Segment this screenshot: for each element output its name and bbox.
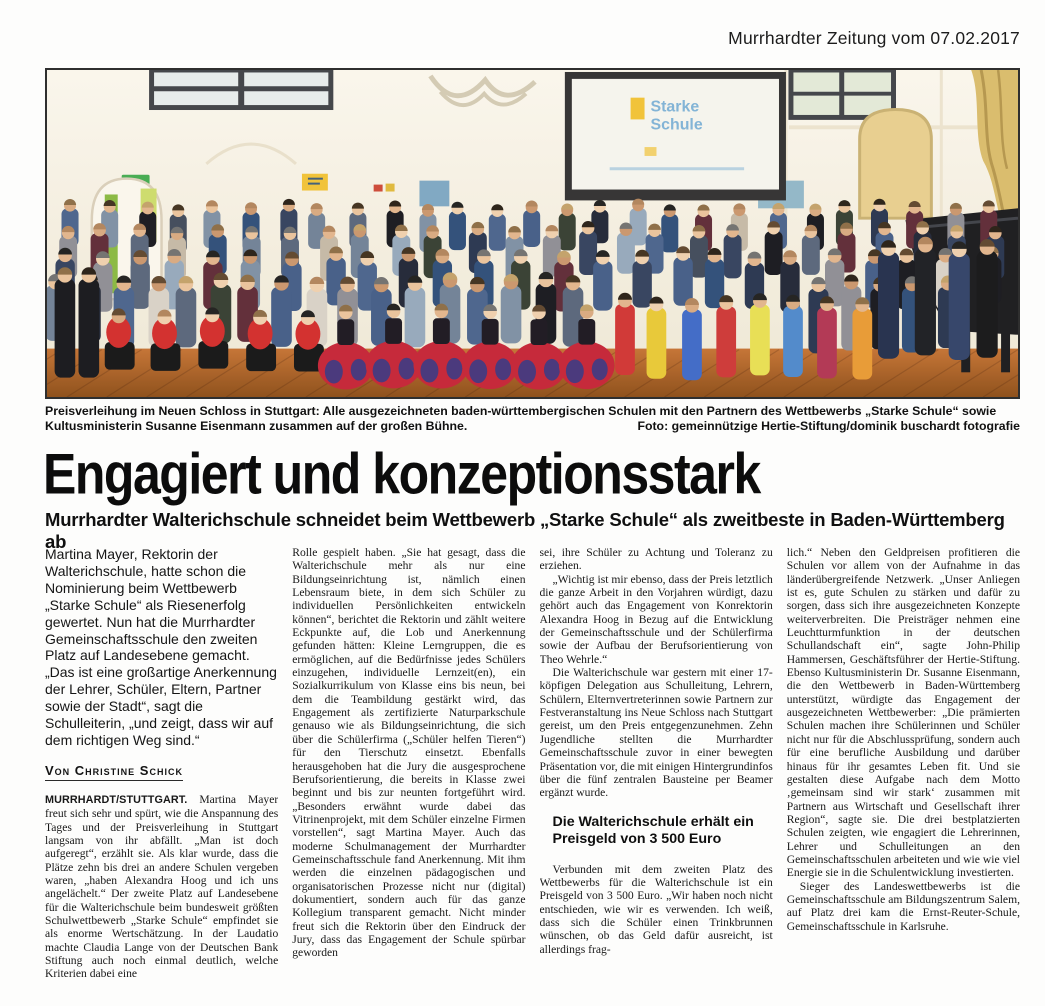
lead-paragraph: Martina Mayer, Rektorin der Walterichschule, hatte schon die Nominierung beim Wettbewerb „Starke Schule“ als Riesenerfolg gewertet. Nun hat die Murrhardter Gemeinschaftsschule den zweiten Platz auf Landesebene gemacht. „Das ist eine großartige Anerkennung der Lehrer, Schüler, Eltern, Partner sowie der Stadt“, sagt die Schulleiterin, „und zeigt, dass wir auf dem richtigen Weg sind.“ <box>45 546 277 748</box>
article-paragraph: sei, ihre Schüler zu Achtung und Toleranz zu erziehen. <box>539 546 773 573</box>
byline: Von Christine Schick <box>45 763 183 781</box>
column-4 <box>787 546 1020 998</box>
photo-caption-block <box>45 404 1020 434</box>
column-1 <box>45 546 278 998</box>
article-paragraph: Rolle gespielt haben. „Sie hat gesagt, dass die Walterichschule mehr als nur eine Bildungseinrichtung ist, nämlich einen Lebensraum biete, in dem sich Schüler zu individuellen Persönlichkeiten entwickeln können“, berichtet die Rektorin und zählt weitere Eckpunkte auf, die Lob und Anerkennung gefunden hätten: Kleine Lerngruppen, die es ermöglichen, auf die Bedürfnisse jedes Schülers einzugehen, individuelle Lernzeit(en), ein Sozialkurrikulum von Klasse eins bis neun, bei dem die Teambildung gestärkt wird, das Engagement als zertifizierte Naturparkschule genauso wie als Bildungseinrichtung, die sich über die Schülerfirma („Schüler helfen Tieren“) für den Tierschutz einsetzt. Ebenfalls herausgehoben hat die Jury die ausgesprochene Berufsorientierung, die bereits in Klasse zwei beginnt und bis zur neunten fortgeführt wird. „Besonders erwähnt wurde dabei das Vitrinenprojekt, mit dem Schüler einzelne Firmen vorstellen“, sagt Martina Mayer. Auch das moderne Schulmanagement der Murrhardter Gemeinschaftsschule fand Anerkennung. Mit ihm werden die einzelnen pädagogischen und organisatorischen Prozesse nicht nur (digital) dokumentiert, sondern auch für das ganze Kollegium transparent gemacht. Nicht minder freut sich die Rektorin über den Eindruck der Jury, dass das Engagement der Schule spürbar geworden <box>292 546 526 960</box>
article-paragraph: Verbunden mit dem zweiten Platz des Wettbewerbs für die Walterichschule ist ein Preisgeld von 3 500 Euro. „Wir haben noch nicht entschieden, wie wir es verwenden. Ich weiß, dass sich die Schüler einen Trinkbrunnen wünschen, ob das Geld dafür ausreicht, ist allerdings frag- <box>539 862 773 956</box>
article-paragraph: lich.“ Neben den Geldpreisen profitieren die Schulen vor allem von der Aufnahme in das länderübergreifende Netzwerk. „Unser Anliegen ist es, gute Schulen zu stärken und dafür zu sorgen, dass sich ihre ausgezeichneten Konzepte weiterverbreiten. Die Preisträger nehmen eine Leuchtturmfunktion in der deutschen Schullandschaft ein“, sagte John-Philip Hammersen, Geschäftsführer der Hertie-Stiftung. Ebenso Kultusministerin Dr. Susanne Eisenmann, die den Wettbewerb in Baden-Württemberg unterstützt, würdigte das Engagement der ausgezeichneten Wettbewerber: „Die prämierten Schulen machen ihre Schülerinnen und Schüler nicht nur für die Abschlussprüfung, sondern auch für eine berufliche Ausbildung und darüber hinaus für ihr gesamtes Leben fit. Und sie gestalten diese Aufgabe nach dem Motto ‚gemeinsam sind wir stark‘ zusammen mit Partnern aus Wirtschaft und Gesellschaft ihrer Region“, sagte sie. Die drei bestplatzierten Schulen zeigten, wie engagiert die Lehrerinnen, Lehrer und Schulleitungen an den Gemeinschaftsschulen arbeiteten und wie wie viel Energie sie in die Schulentwicklung investierten. <box>786 546 1020 880</box>
article-paragraph <box>45 793 278 981</box>
column-3 <box>540 546 773 998</box>
dateline: MURRHARDT/STUTTGART. <box>45 793 188 806</box>
photo-credit: Foto: gemeinnützige Hertie-Stiftung/dominik buschardt fotografie <box>637 418 1020 433</box>
photo-caption: Preisverleihung im Neuen Schloss in Stuttgart: Alle ausgezeichneten baden-württembergischen Schulen mit den Partnern des Wettbewerbs „Starke Schule“ sowie Kultusministerin Susanne Eisenmann zusammen auf der großen Bühne. <box>45 404 997 433</box>
screen-title-line1: Starke <box>650 98 700 116</box>
paragraph-text: Martina Mayer freut sich sehr und spürt, wie die Anspannung des Tages und der Preisverleihung in Stuttgart langsam von ihr abfällt. „Man ist doch aufgeregt“, erzählt sie. Als klar wurde, dass die Plätze zehn bis drei an andere Schulen vergeben waren, „haben Alexandra Hoog und ich uns angelächelt.“ Der zweite Platz auf Landesebene für die Walterichschule beim bundesweit größten Schulwettbewerb „Starke Schule“ empfindet sie als enorme Wertschätzung. In der Laudatio machte Claudia Lange von der Deutschen Bank Stiftung auch noch einmal deutlich, welche Kriterien dabei eine <box>45 792 279 981</box>
masthead: Murrhardter Zeitung vom 07.02.2017 <box>728 28 1020 48</box>
article-body <box>45 546 1020 998</box>
screen-title-line2: Schule <box>650 116 703 134</box>
column-2 <box>292 546 525 998</box>
article-paragraph: „Wichtig ist mir ebenso, dass der Preis letztlich die ganze Arbeit in den Vorjahren würdigt, dazu gehört auch das Engagement von Konrektorin Alexandra Hoog in Bezug auf die Entwicklung der Gemeinschaftsschule und der Schülerfirma sowie der Aufbau der Berufsorientierung von Theo Wehrle.“ <box>539 572 773 666</box>
subheadline: Murrhardter Walterichschule schneidet beim Wettbewerb „Starke Schule“ als zweitbeste in Baden-Württemberg ab <box>45 509 1005 552</box>
headline: Engagiert und konzeptionsstark <box>43 442 760 506</box>
article-paragraph: Die Walterichschule war gestern mit einer 17-köpfigen Delegation aus Schulleitung, Lehrern, Schülern, Elternvertreterinnen sowie Partnern zur Festveranstaltung ins Neue Schloss nach Stuttgart gereist, um den Preis entgegenzunehmen. Zehn Jugendliche stellten die Murrhardter Gemeinschaftsschule zuvor in einer bewegten Präsentation vor, die mit einigen Hintergrundinfos über die fünf zentralen Bausteine per Beamer ergänzt wurde. <box>539 666 773 800</box>
photo-illustration <box>47 70 1018 397</box>
crosshead: Die Walterichschule erhält ein Preisgeld von 3 500 Euro <box>552 813 754 848</box>
photo-figure <box>45 68 1020 399</box>
scan-tint <box>47 70 1018 397</box>
article-paragraph: Sieger des Landeswettbewerbs ist die Gemeinschaftsschule am Bildungszentrum Salem, auf Platz drei kam die Ernst-Reuter-Schule, Gemeinschaftsschule in Karlsruhe. <box>786 879 1020 933</box>
